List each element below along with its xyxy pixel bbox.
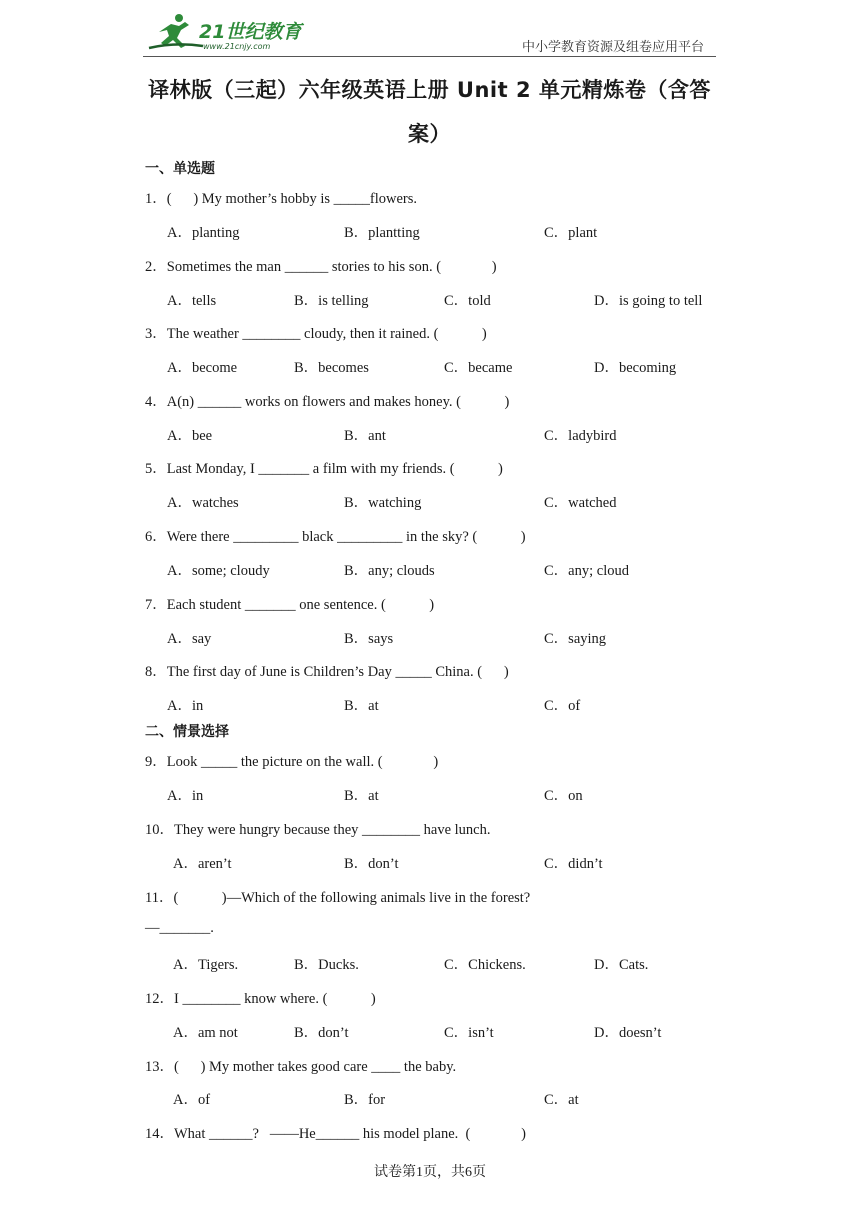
option: A．in [167, 788, 204, 804]
option: B．is telling [294, 293, 369, 309]
option: B．at [344, 698, 379, 714]
option: A．aren’t [173, 856, 232, 872]
option: C．any; cloud [544, 563, 629, 579]
question-text: 7．Each student _______ one sentence. ( ) [145, 597, 435, 613]
option: D．becoming [594, 360, 677, 376]
question-text: 10．They were hungry because they ________ have lunch. [145, 822, 491, 838]
option: B．ant [344, 428, 386, 444]
logo-text: 21世纪教育 [199, 21, 302, 43]
question-text: 11．( )—Which of the following animals live in the forest? [145, 890, 531, 906]
question-text: 4．A(n) ______ works on flowers and makes honey. ( ) [145, 394, 510, 410]
option: C．told [444, 293, 491, 309]
option: A．bee [167, 428, 213, 444]
option: A．in [167, 698, 204, 714]
option: B．any; clouds [344, 563, 435, 579]
question-text: 13．( ) My mother takes good care ____ the baby. [145, 1059, 457, 1075]
platform-text: 中小学教育资源及组卷应用平台 [521, 40, 704, 55]
question-text: 12．I ________ know where. ( ) [145, 991, 376, 1007]
option: C．isn’t [444, 1025, 494, 1041]
question-text: 8．The first day of June is Children’s Day _____ China. ( ) [145, 664, 509, 680]
option: A．become [167, 360, 238, 376]
option: B．don’t [294, 1025, 349, 1041]
option: C．Chickens. [444, 957, 526, 973]
option: B．plantting [344, 225, 420, 241]
section-heading: 二、情景选择 [145, 724, 229, 740]
option: D．doesn’t [594, 1025, 662, 1041]
option: A．some; cloudy [167, 563, 270, 579]
option: C．became [444, 360, 513, 376]
page-title-line2: 案） [408, 122, 451, 146]
question-text: 5．Last Monday, I _______ a film with my friends. ( ) [145, 461, 503, 477]
question-text: 6．Were there _________ black _________ in the sky? ( ) [145, 529, 526, 545]
option: A．planting [167, 225, 240, 241]
option: C．ladybird [544, 428, 617, 444]
option: B．at [344, 788, 379, 804]
logo-url: www.21cnjy.com [203, 42, 271, 51]
question-text: 14．What ______? ——He______ his model plane. ( ) [145, 1126, 526, 1142]
question-text: 1．( ) My mother’s hobby is _____flowers. [145, 191, 417, 207]
page-header [143, 10, 716, 57]
question-text-continued: —_______. [145, 920, 214, 936]
option: B．becomes [294, 360, 369, 376]
option: D．is going to tell [594, 293, 703, 309]
page-footer: 试卷第1页，共6页 [374, 1165, 486, 1180]
option: A．of [173, 1092, 211, 1108]
runner-icon [149, 14, 203, 48]
section-heading: 一、单选题 [145, 161, 215, 177]
option: A．watches [167, 495, 239, 511]
question-text: 2．Sometimes the man ______ stories to his son. ( ) [145, 259, 497, 275]
option: B．watching [344, 495, 422, 511]
page-title-line1: 译林版（三起）六年级英语上册 Unit 2 单元精炼卷（含答 [148, 78, 711, 102]
option: C．on [544, 788, 583, 804]
option: B．says [344, 631, 394, 647]
option: C．of [544, 698, 581, 714]
option: D．Cats. [594, 957, 649, 973]
option: A．am not [173, 1025, 238, 1041]
option: C．didn’t [544, 856, 603, 872]
option: B．don’t [344, 856, 399, 872]
option: A．Tigers. [173, 957, 239, 973]
option: C．plant [544, 225, 598, 241]
option: C．watched [544, 495, 617, 511]
site-logo [145, 12, 315, 52]
option: C．saying [544, 631, 607, 647]
option: A．tells [167, 293, 217, 309]
option: B．for [344, 1092, 386, 1108]
option: A．say [167, 631, 212, 647]
option: C．at [544, 1092, 579, 1108]
question-text: 9．Look _____ the picture on the wall. ( ) [145, 754, 439, 770]
option: B．Ducks. [294, 957, 359, 973]
question-text: 3．The weather ________ cloudy, then it rained. ( ) [145, 326, 487, 342]
